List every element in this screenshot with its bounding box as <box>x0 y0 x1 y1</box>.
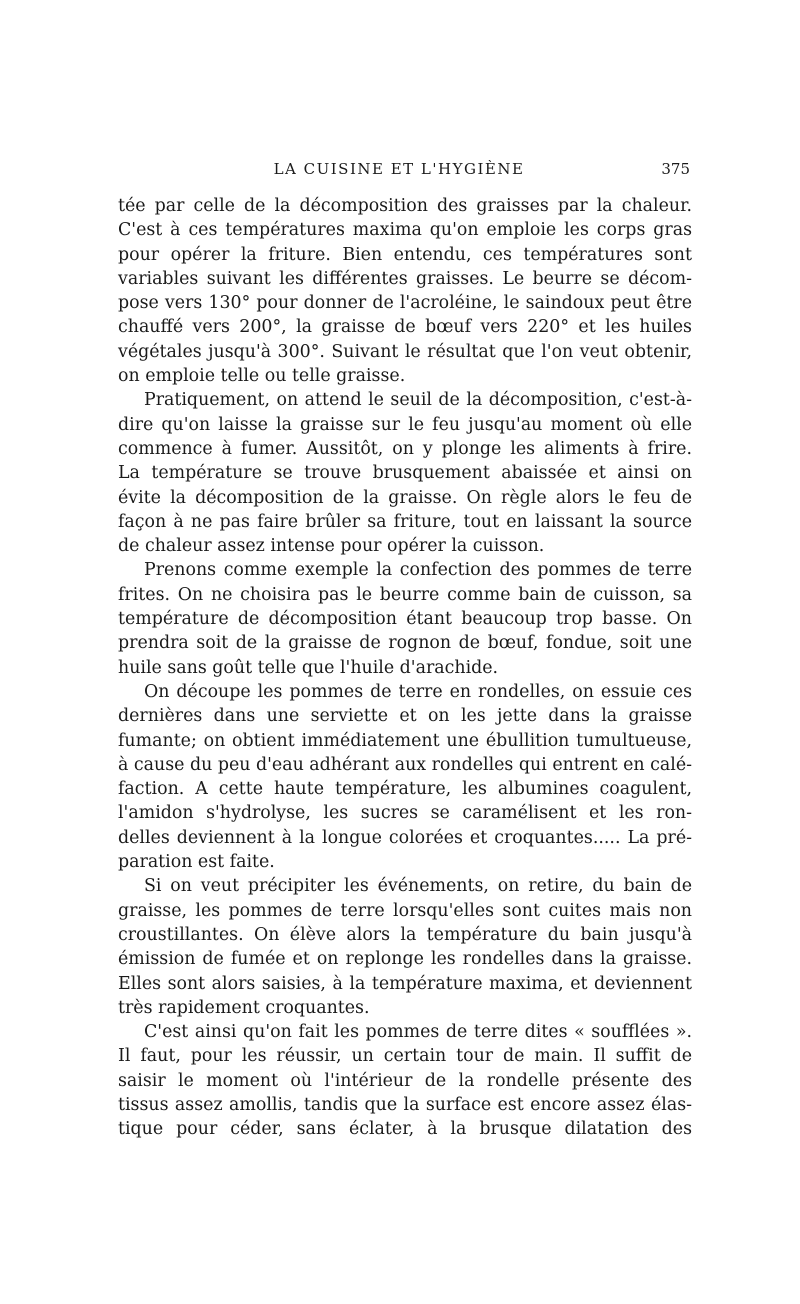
text-line: l'amidon s'hydrolyse, les sucres se caramélisent et les ron- <box>118 803 692 824</box>
text-line: Si on veut précipiter les événements, on retire, du bain de <box>144 876 692 897</box>
text-line: saisir le moment où l'intérieur de la rondelle présente des <box>118 1070 692 1091</box>
text-line: Pratiquement, on attend le seuil de la décomposition, c'est-à- <box>144 390 692 411</box>
text-line: dire qu'on laisse la graisse sur le feu jusqu'au moment où elle <box>118 414 692 435</box>
text-line: delles deviennent à la longue colorées et croquantes..... La pré- <box>118 827 692 848</box>
text-line: graisse, les pommes de terre lorsqu'elles sont cuites mais non <box>118 900 692 921</box>
running-title: LA CUISINE ET L'HYGIÈNE <box>273 160 525 178</box>
paragraph <box>118 558 692 679</box>
text-line: évite la décomposition de la graisse. On règle alors le feu de <box>118 487 692 508</box>
text-line: paration est faite. <box>118 852 275 873</box>
text-line: faction. A cette haute température, les albumines coagulent, <box>118 779 692 800</box>
text-line: chauffé vers 200°, la graisse de bœuf vers 220° et les huiles <box>118 317 692 338</box>
text-line: de chaleur assez intense pour opérer la cuisson. <box>118 536 545 557</box>
text-line: Prenons comme exemple la confection des pommes de terre <box>144 560 692 581</box>
text-line: variables suivant les différentes graisses. Le beurre se décom- <box>118 268 692 289</box>
paragraph <box>118 874 692 1020</box>
text-line: tissus assez amollis, tandis que la surface est encore assez élas- <box>118 1094 692 1115</box>
text-line: C'est ainsi qu'on fait les pommes de terre dites « soufflées ». <box>144 1022 692 1043</box>
text-line: très rapidement croquantes. <box>118 997 370 1018</box>
text-line: tique pour céder, sans éclater, à la brusque dilatation des <box>118 1119 692 1140</box>
paragraph <box>118 194 692 388</box>
text-line: Il faut, pour les réussir, un certain tour de main. Il suffit de <box>118 1046 692 1067</box>
text-line: huile sans goût telle que l'huile d'arachide. <box>118 657 499 678</box>
paragraph <box>118 680 692 874</box>
text-line: température de décomposition étant beaucoup trop basse. On <box>118 609 692 630</box>
text-line: à cause du peu d'eau adhérant aux rondelles qui entrent en calé- <box>118 754 692 775</box>
text-line: commence à fumer. Aussitôt, on y plonge les aliments à frire. <box>118 438 692 459</box>
running-head <box>108 160 690 184</box>
text-line: pour opérer la friture. Bien entendu, ces températures sont <box>118 244 692 265</box>
text-line: pose vers 130° pour donner de l'acroléine, le saindoux peut être <box>118 293 692 314</box>
text-line: tée par celle de la décomposition des graisses par la chaleur. <box>118 196 692 216</box>
paragraph <box>118 1020 692 1141</box>
text-line: C'est à ces températures maxima qu'on emploie les corps gras <box>118 220 692 241</box>
text-line: Elles sont alors saisies, à la température maxima, et deviennent <box>118 973 692 994</box>
text-line: dernières dans une serviette et on les jette dans la graisse <box>118 706 692 727</box>
text-line: végétales jusqu'à 300°. Suivant le résultat que l'on veut obtenir, <box>118 341 692 362</box>
text-line: On découpe les pommes de terre en rondelles, on essuie ces <box>144 681 692 702</box>
text-line: façon à ne pas faire brûler sa friture, tout en laissant la source <box>118 511 692 532</box>
text-line: prendra soit de la graisse de rognon de bœuf, fondue, soit une <box>118 633 692 654</box>
body-text <box>118 194 692 1142</box>
paragraph <box>118 388 692 558</box>
text-line: La température se trouve brusquement abaissée et ainsi on <box>118 463 692 484</box>
text-line: on emploie telle ou telle graisse. <box>118 366 406 387</box>
text-line: croustillantes. On élève alors la température du bain jusqu'à <box>118 924 692 945</box>
text-line: fumante; on obtient immédiatement une ébullition tumultueuse, <box>118 730 692 751</box>
text-line: frites. On ne choisira pas le beurre comme bain de cuisson, sa <box>118 584 692 605</box>
page-number: 375 <box>661 160 690 178</box>
text-line: émission de fumée et on replonge les rondelles dans la graisse. <box>118 949 692 970</box>
